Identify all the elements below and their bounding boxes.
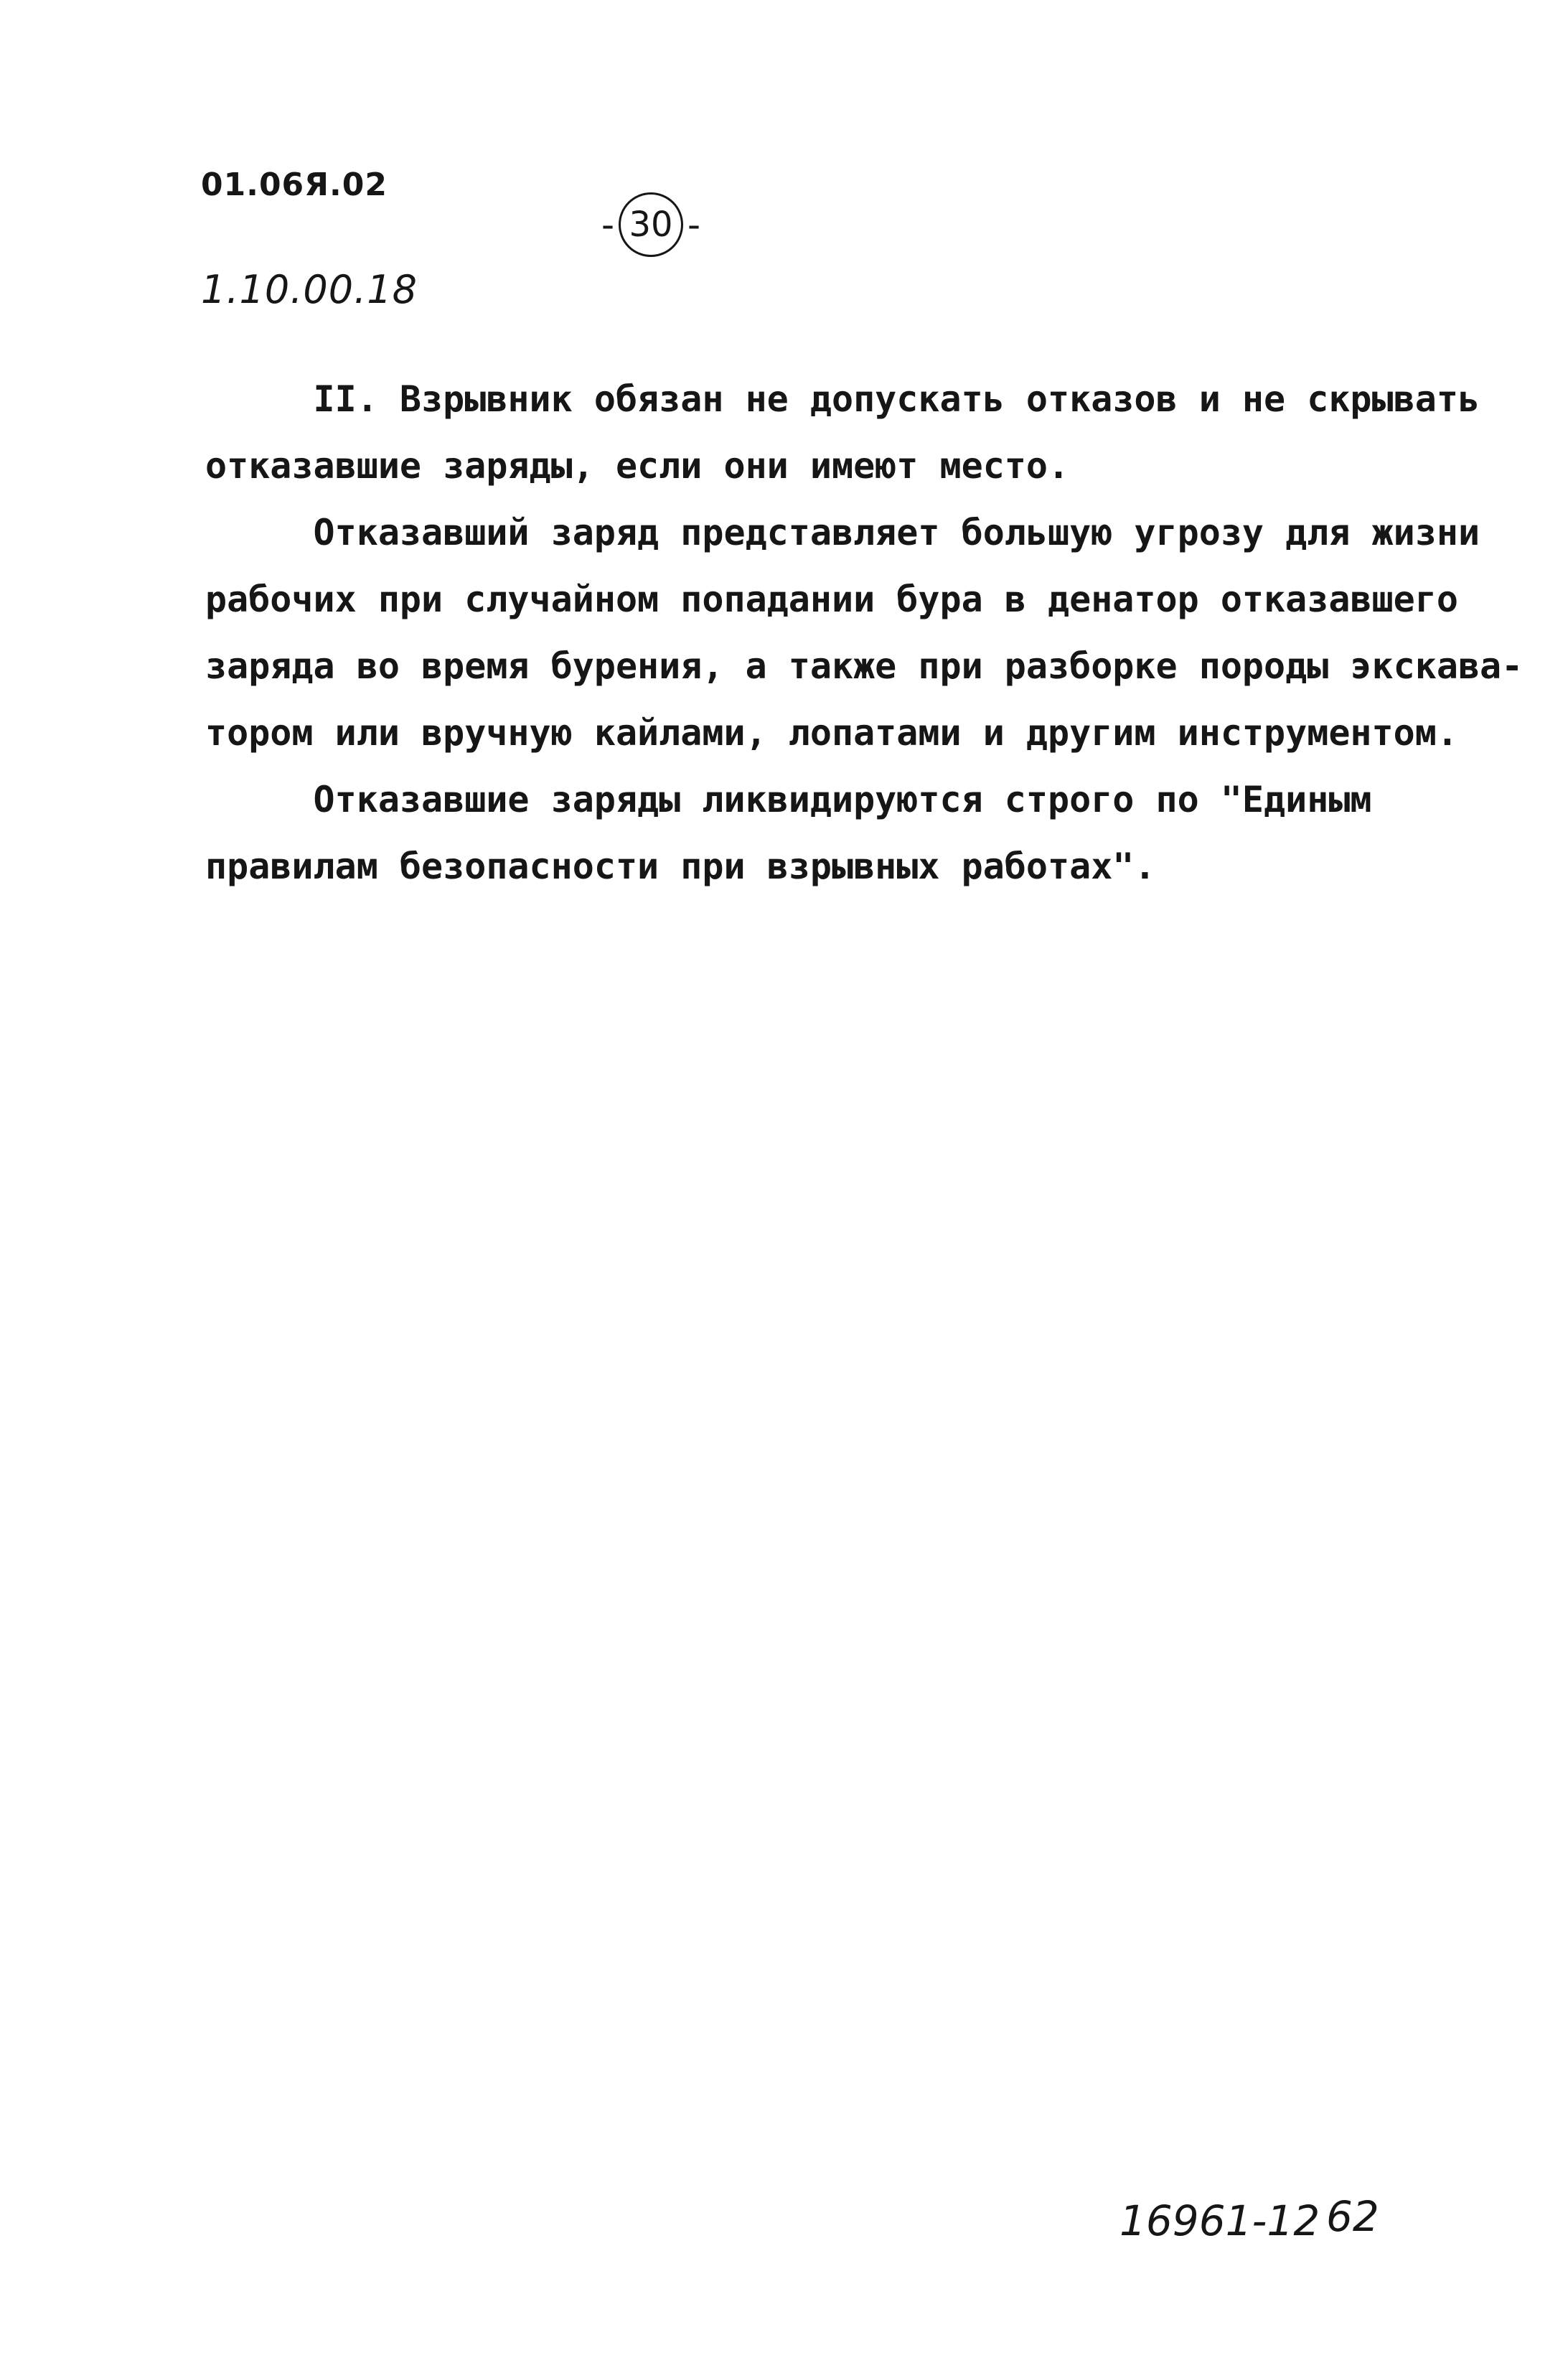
document-code-handwritten: 1.10.00.18 bbox=[201, 267, 418, 312]
body-text bbox=[205, 366, 1524, 900]
body-line: рабочих при случайном попадании бура в денатор отказавшего bbox=[205, 579, 1458, 620]
page-number-suffix: - bbox=[687, 204, 701, 245]
body-line: отказавшие заряды, если они имеют место. bbox=[205, 445, 1070, 487]
document-code-top: 01.06Я.02 bbox=[201, 167, 388, 203]
body-line: правилам безопасности при взрывных работах". bbox=[205, 846, 1156, 887]
body-line: II. Взрывник обязан не допускать отказов и не скрывать bbox=[205, 378, 1480, 420]
body-line: заряда во время бурения, а также при разборке породы экскава- bbox=[205, 645, 1524, 687]
body-line: тором или вручную кайлами, лопатами и другим инструментом. bbox=[205, 712, 1458, 754]
body-line: Отказавший заряд представляет большую угрозу для жизни bbox=[205, 512, 1480, 553]
page-number-prefix: - bbox=[601, 204, 615, 245]
footer-document-code: 16961-12 bbox=[1119, 2196, 1320, 2245]
page-number bbox=[601, 192, 700, 257]
body-line: Отказавшие заряды ликвидируются строго по "Единым bbox=[205, 779, 1372, 820]
page-number-circle: 30 bbox=[619, 192, 683, 257]
footer-sheet-number: 62 bbox=[1326, 2192, 1379, 2241]
